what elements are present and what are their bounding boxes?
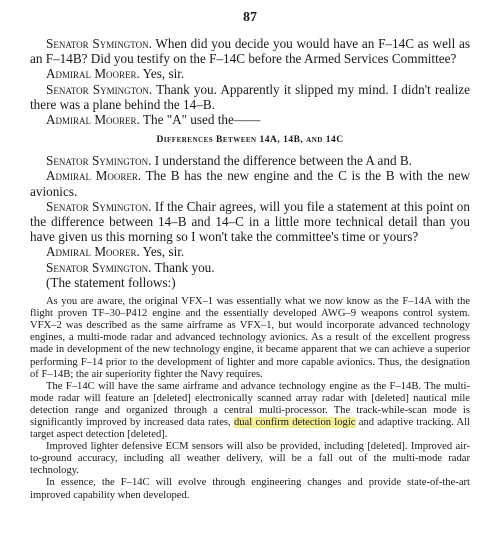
dialogue-paragraph bbox=[30, 199, 470, 245]
dialogue-paragraph bbox=[30, 244, 470, 259]
dialogue-text: The "A" used the—— bbox=[139, 112, 261, 128]
speaker-name: Senator Symington. bbox=[46, 36, 152, 51]
speaker-name: Senator Symington. bbox=[46, 259, 152, 275]
dialogue-text: Thank you. Apparently it slipped my mind. I didn't realize there was a plane behind the 14–B. bbox=[30, 81, 470, 112]
dialogue-paragraph bbox=[30, 260, 470, 275]
dialogue-text: Yes, sir. bbox=[139, 244, 185, 260]
speaker-name: Admiral Moorer. bbox=[46, 244, 140, 260]
statement-note: (The statement follows:) bbox=[46, 274, 176, 290]
dialogue-section-2 bbox=[30, 153, 470, 290]
statement-section bbox=[30, 296, 470, 502]
section-heading: Differences Between 14A, 14B, and 14C bbox=[156, 135, 344, 146]
dialogue-paragraph bbox=[30, 66, 470, 81]
statement-text: The F–14C will have the same airframe and advance technology engine as the F–14B. The multi-mode radar will feature an [deleted] electronically scanned array radar with [deleted] nautical mile detection range and organized through a central multi-processor. The track-while-scan mode is significantly improved by increased data rates, bbox=[30, 380, 470, 428]
dialogue-paragraph bbox=[30, 82, 470, 112]
dialogue-paragraph bbox=[30, 112, 470, 127]
speaker-name: Senator Symington. bbox=[46, 198, 152, 214]
statement-paragraph: Improved lighter defensive ECM sensors will also be provided, including [deleted]. Improved air-to-ground accuracy, including all weather delivery, will be a fall out of the multi-mode radar technology. bbox=[30, 441, 470, 477]
page-number: 87 bbox=[243, 10, 257, 25]
statement-paragraph: As you are aware, the original VFX–1 was essentially what we now know as the F–14A with the flight proven TF–30–P412 engine and the essentially developed AWG–9 weapons control system. VFX–2 was described as the same airframe as VFX–1, but would incorporate advanced technology engines, a multi-mode radar and advanced technology avionics. As a result of the excellent progress made in development of the new technology engine, it became apparent that we can achieve a superior performing F–14 prior to the development of lighter and more capable avionics. Thus, the designation of F–14B; the air superiority fighter the Navy requires. bbox=[30, 296, 470, 380]
dialogue-section-1 bbox=[30, 36, 470, 127]
statement-paragraph: In essence, the F–14C will evolve through engineering changes and provide state-of-the-art improved capability when developed. bbox=[30, 477, 470, 501]
highlighted-text: dual confirm detection logic bbox=[233, 416, 356, 428]
speaker-name: Senator Symington. bbox=[46, 81, 153, 97]
dialogue-paragraph bbox=[30, 153, 470, 168]
speaker-name: Admiral Moorer. bbox=[46, 112, 140, 128]
speaker-name: Admiral Moorer. bbox=[46, 168, 142, 184]
statement-text: and adaptive tracking. All target aspect detection [deleted]. bbox=[30, 416, 470, 441]
dialogue-paragraph bbox=[30, 36, 470, 66]
dialogue-text: When did you decide you would have an F–14C as well as an F–14B? Did you testify on the F–14C before the Armed Services Committee? bbox=[30, 36, 470, 67]
dialogue-text: I understand the difference between the A and B. bbox=[151, 153, 412, 169]
dialogue-paragraph bbox=[30, 168, 470, 198]
speaker-name: Admiral Moorer. bbox=[46, 66, 140, 82]
dialogue-text: If the Chair agrees, will you file a statement at this point on the difference between 14–B and 14–C in a little more technical detail than you have given us this morning so I won't take the committee's time or yours? bbox=[30, 198, 470, 245]
statement-paragraph bbox=[30, 381, 470, 441]
dialogue-text: The B has the new engine and the C is the B with the new avionics. bbox=[30, 168, 470, 199]
dialogue-text: Yes, sir. bbox=[139, 66, 185, 82]
dialogue-text: Thank you. bbox=[151, 259, 215, 275]
speaker-name: Senator Symington. bbox=[46, 153, 152, 169]
